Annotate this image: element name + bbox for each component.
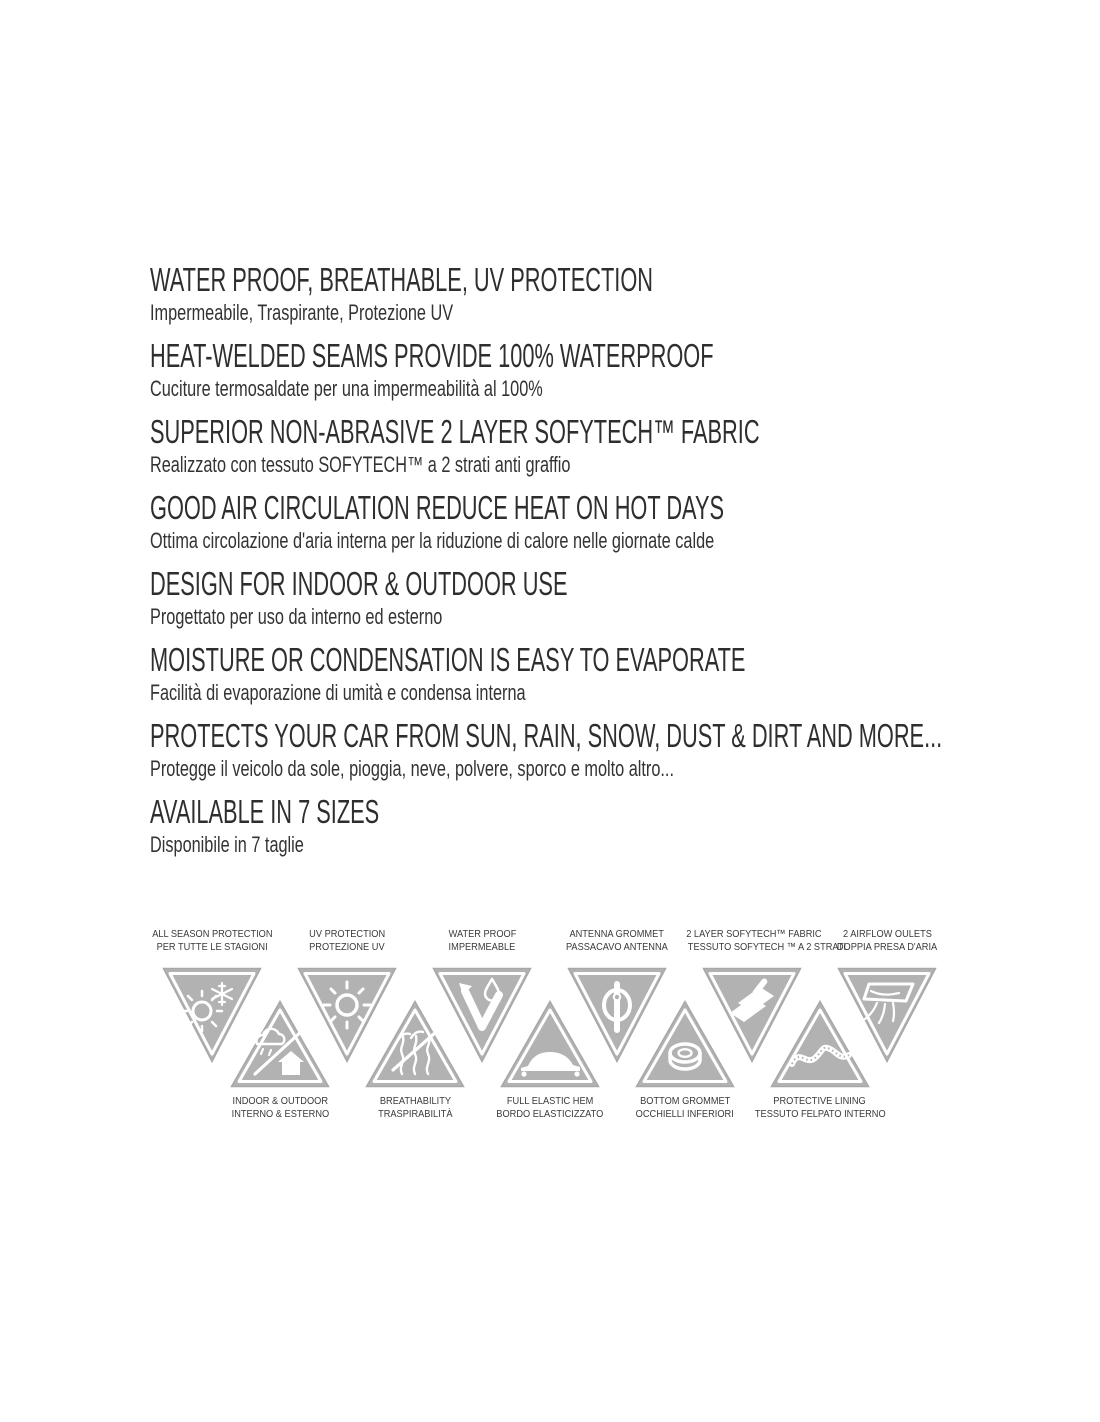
feature-subtitle-text: Protegge il veicolo da sole, pioggia, neve, polvere, sporco e molto altro... [150,756,674,781]
feature-subtitle [150,832,1050,857]
feature-subtitle [150,376,1050,401]
feature-item [150,260,1050,325]
feature-item [150,336,1050,401]
feature-subtitle [150,756,1050,781]
badge-indoor-outdoor [205,1000,355,1121]
feature-heading-text: PROTECTS YOUR CAR FROM SUN, RAIN, SNOW, DUST & DIRT AND MORE... [150,717,943,754]
feature-subtitle-text: Realizzato con tessuto SOFYTECH™ a 2 strati anti graffio [150,452,571,477]
feature-subtitle [150,528,1050,553]
feature-subtitle [150,300,1050,325]
feature-heading-text: HEAT-WELDED SEAMS PROVIDE 100% WATERPROOF [150,337,714,374]
full-elastic-hem-icon [500,1000,600,1088]
feature-heading [150,564,1050,604]
feature-heading-text: GOOD AIR CIRCULATION REDUCE HEAT ON HOT DAYS [150,489,725,526]
feature-heading [150,640,1050,680]
badge-label: ANTENNA GROMMET PASSACAVO ANTENNA [566,928,668,953]
badge-label: 2 AIRFLOW OULETS DOPPIA PRESA D'ARIA [836,928,938,953]
badge-protective-lining [745,1000,895,1121]
badge-label: BREATHABILITY TRASPIRABILITÀ [377,1095,453,1120]
badge-label: BOTTOM GROMMET OCCHIELLI INFERIORI [635,1095,735,1120]
protective-lining-icon [770,1000,870,1088]
feature-heading [150,336,1050,376]
badge-bottom-grommet [610,1000,760,1121]
badge-label: ALL SEASON PROTECTION PER TUTTE LE STAGIONI [151,928,273,953]
feature-subtitle-text: Impermeabile, Traspirante, Protezione UV [150,300,454,325]
feature-subtitle-text: Disponibile in 7 taglie [150,832,304,857]
badge-label: UV PROTECTION PROTEZIONE UV [309,928,385,953]
badge-label: 2 LAYER SOFYTECH™ FABRIC TESSUTO SOFYTECH ™ A 2 STRATI [686,928,847,953]
feature-item [150,792,1050,857]
feature-heading [150,488,1050,528]
feature-heading [150,412,1050,452]
feature-subtitle [150,680,1050,705]
badge-label: WATER PROOF IMPERMEABLE [448,928,516,953]
feature-heading-text: AVAILABLE IN 7 SIZES [150,793,380,830]
feature-badge-band [150,928,990,1138]
feature-subtitle-text: Progettato per uso da interno ed esterno [150,604,443,629]
badge-breathability [340,1000,490,1121]
feature-heading [150,716,1050,756]
badge-full-elastic-hem [475,1000,625,1121]
feature-subtitle [150,452,1050,477]
feature-item [150,412,1050,477]
feature-list [150,260,1050,868]
feature-subtitle-text: Facilità di evaporazione di umità e condensa interna [150,680,526,705]
badge-label: PROTECTIVE LINING TESSUTO FELPATO INTERNO [754,1095,886,1120]
feature-subtitle-text: Ottima circolazione d'aria interna per la riduzione di calore nelle giornate calde [150,528,715,553]
bottom-grommet-icon [635,1000,735,1088]
indoor-outdoor-icon [230,1000,330,1088]
feature-subtitle [150,604,1050,629]
feature-heading-text: WATER PROOF, BREATHABLE, UV PROTECTION [150,261,654,298]
feature-item [150,564,1050,629]
feature-item [150,488,1050,553]
breathability-icon [365,1000,465,1088]
feature-heading-text: MOISTURE OR CONDENSATION IS EASY TO EVAPORATE [150,641,746,678]
feature-subtitle-text: Cuciture termosaldate per una impermeabilità al 100% [150,376,543,401]
badge-label: INDOOR & OUTDOOR INTERNO & ESTERNO [231,1095,329,1120]
feature-item [150,716,1050,781]
feature-item [150,640,1050,705]
feature-heading-text: SUPERIOR NON-ABRASIVE 2 LAYER SOFYTECH™ FABRIC [150,413,760,450]
feature-heading [150,260,1050,300]
feature-heading [150,792,1050,832]
feature-heading-text: DESIGN FOR INDOOR & OUTDOOR USE [150,565,568,602]
badge-label: FULL ELASTIC HEM BORDO ELASTICIZZATO [496,1095,604,1120]
